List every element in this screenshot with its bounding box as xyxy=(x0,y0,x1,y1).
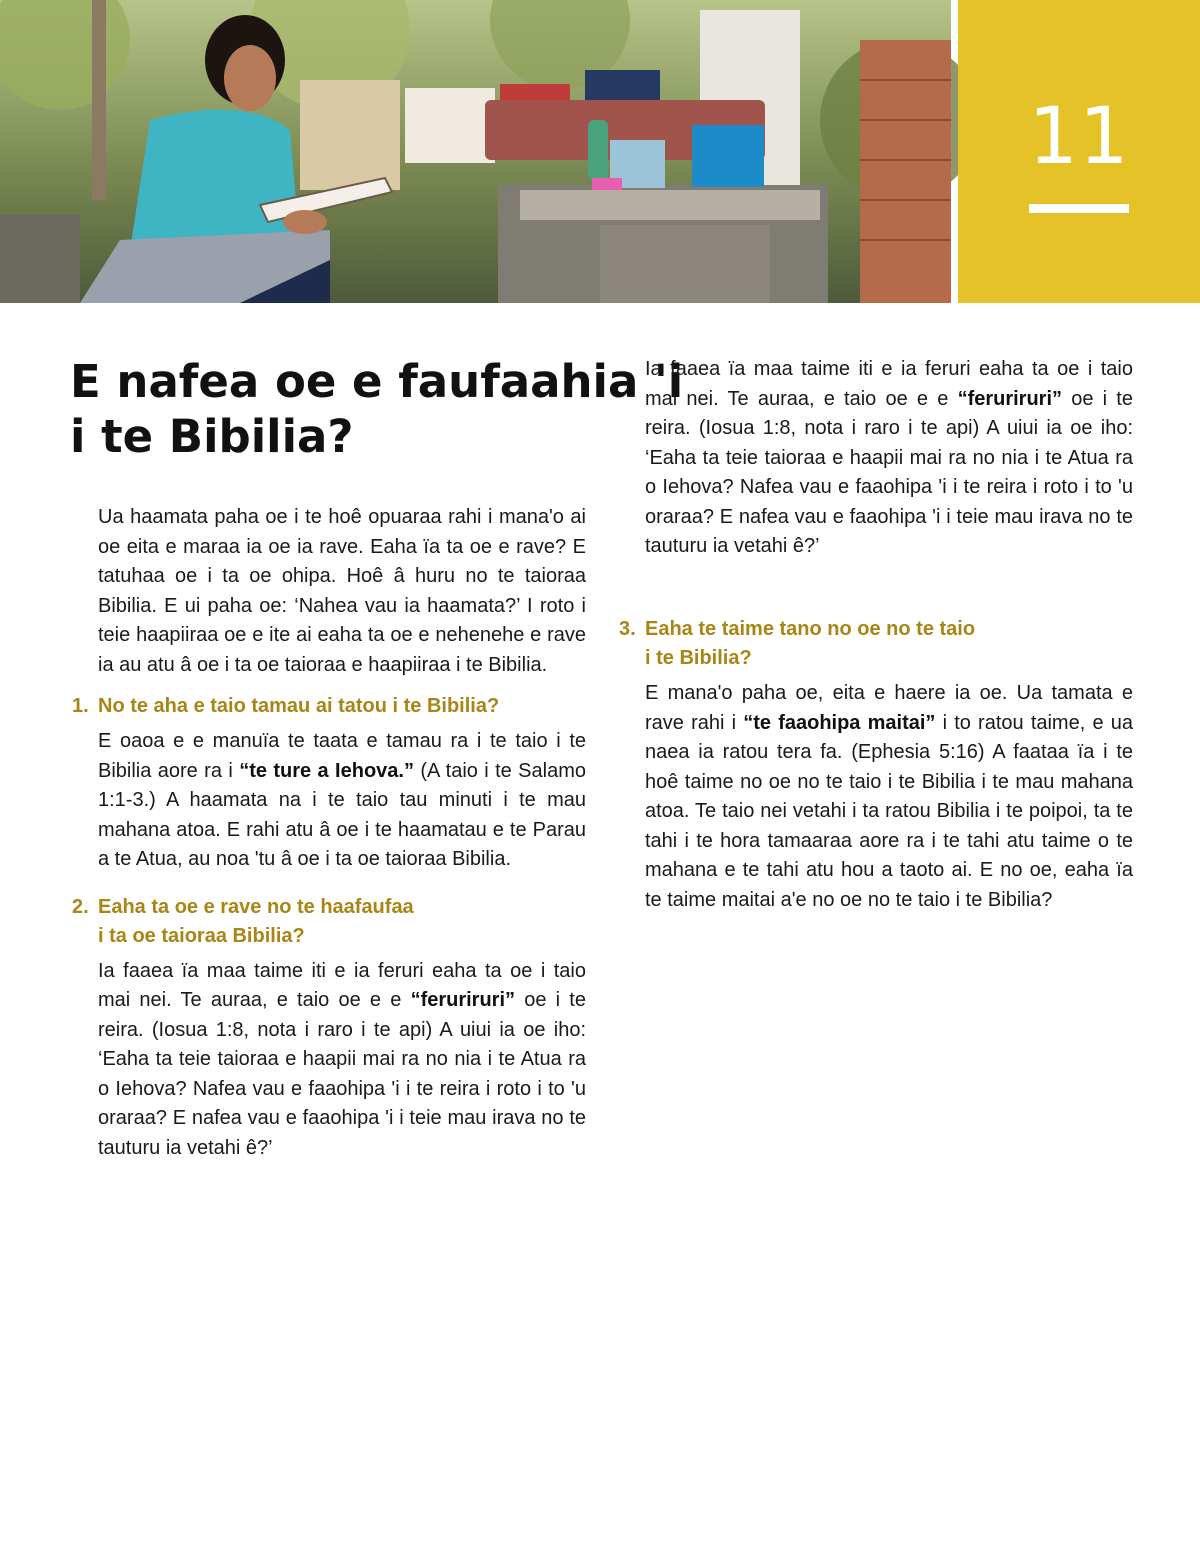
question-2-title-line2: i ta oe taioraa Bibilia? xyxy=(98,924,305,947)
question-2-text-a-copy: Ia faaea ïa maa taime iti e ia feruri eaha ta oe i taio mai nei. Te auraa, e taio oe e e xyxy=(645,358,1133,410)
question-2-heading xyxy=(72,893,586,951)
question-2-bold: “feruriruri” xyxy=(410,989,516,1011)
page-title-line1: E nafea oe e faufaahia 'i xyxy=(70,355,684,408)
question-3-title-line1: Eaha te taime tano no oe no te taio xyxy=(645,618,976,640)
lesson-number-underline xyxy=(1029,204,1129,213)
question-1-text-a: E oaoa e e manuïa te taata e tamau ra i te taio i te Bibilia aore ra i xyxy=(98,730,586,782)
question-2-text-a: Ia faaea ïa maa taime iti e ia feruri eaha ta oe i taio mai nei. Te auraa, e taio oe e e xyxy=(98,959,586,1011)
question-1-title: No te aha e taio tamau ai tatou i te Bibilia? xyxy=(98,695,500,717)
lesson-number-box xyxy=(958,0,1200,303)
woman-reading-bible-illustration xyxy=(0,0,951,303)
question-2-number: 2. xyxy=(72,895,89,918)
question-3-text-a: E mana'o paha oe, eita e haere ia oe. Ua tamata e rave rahi i xyxy=(645,682,1133,734)
question-3-number: 3. xyxy=(619,618,636,640)
intro-paragraph: Ua haamata paha oe i te hoê opuaraa rahi i mana'o ai oe eita e maraa ia oe ia rave. Eaha ïa ta oe e rave? E tatuhaa oe i ta oe ohipa. Hoê â huru no te taioraa Bibilia. E ui paha oe: ‘Nahea vau ia haamata?’ I roto i teie haapiiraa oe e ite ai eaha ta oe e nehenehe e rave ia au atu â oe i ta oe taioraa e haapiiraa i te Bibilia. xyxy=(98,506,586,676)
question-3-paragraph xyxy=(645,679,1133,915)
question-3-text-b: i to ratou taime, e ua naea ia ratou tera fa. (Ephesia 5:16) A faataa ïa i te hoê taime no oe no te taio i te Bibilia i te mau mahana atoa. Te taio nei vetahi i ta ratou Bibilia i te poipoi, ta te tahi i te hora tamaaraa aore ra i te tahi atu taime o te mahana e te tahi atu hou a taoto ai. E no oe, eaha ïa te taime maitai a'e no oe no te taio i te Bibilia? xyxy=(645,711,1133,911)
question-1-paragraph xyxy=(98,727,586,875)
question-1-text-b: (A taio i te Salamo 1:1-3.) A haamata na i te taio tau minuti i te mau mahana atoa. E rahi atu â oe i te haamatau e te Parau a te Atua, au noa 'tu â oe i ta oe taioraa Bibilia. xyxy=(98,759,586,870)
question-2-text-b: oe i te reira. (Iosua 1:8, nota i raro i te api) A uiui ia oe iho: ‘Eaha ta teie taioraa e haapii mai ra no nia i te Atua ra o Iehova? Nafea vau e faaohipa 'i i te reira i roto i to 'u oraraa? E nafea vau e faaohipa 'i i teie mau irava no te tauturu ia vetahi ê?’ xyxy=(98,989,586,1159)
question-2-bold-copy: “feruriruri” xyxy=(957,387,1063,410)
hero-photo xyxy=(0,0,951,303)
left-column xyxy=(72,503,586,1159)
question-2-continuation xyxy=(645,358,1133,591)
question-1-heading xyxy=(72,692,586,721)
question-1-bold: “te ture a Iehova.” xyxy=(239,759,414,782)
page-title-line2: i te Bibilia? xyxy=(70,410,354,463)
question-2-title-line1: Eaha ta oe e rave no te haafaufaa xyxy=(98,895,414,918)
right-column xyxy=(619,358,1133,915)
question-3-bold: “te faaohipa maitai” xyxy=(743,711,936,734)
question-2-paragraph-overflow xyxy=(645,355,1133,562)
question-3-title-line2: i te Bibilia? xyxy=(645,647,752,669)
question-2-text-b-copy: oe i te reira. (Iosua 1:8, nota i raro i te api) A uiui ia oe iho: ‘Eaha ta teie taioraa e haapii mai ra no nia i te Atua ra o Iehova? Nafea vau e faaohipa 'i i te reira i roto i to 'u oraraa? E nafea vau e faaohipa 'i i teie mau irava no te tauturu ia vetahi ê?’ xyxy=(645,387,1133,557)
lesson-number: 11 xyxy=(1028,92,1130,182)
question-3-heading xyxy=(619,615,1133,673)
question-2-paragraph xyxy=(98,957,586,1159)
question-1-number: 1. xyxy=(72,695,89,717)
